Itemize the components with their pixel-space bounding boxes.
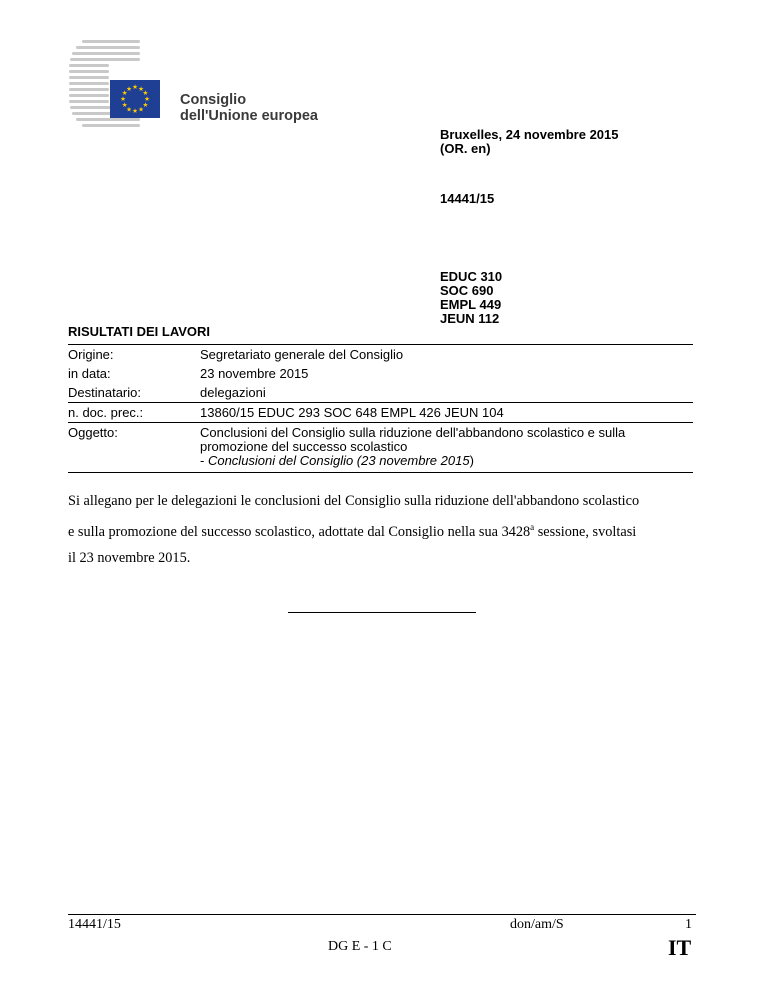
place-date: Bruxelles, 24 novembre 2015 <box>440 127 619 142</box>
document-number: 14441/15 <box>440 191 495 206</box>
separator-line <box>288 612 476 613</box>
body-line-2-end: sessione, svoltasi <box>534 523 637 540</box>
footer-language-code: IT <box>668 935 692 960</box>
eu-star-icon: ★ <box>132 107 138 116</box>
body-paragraph <box>68 488 698 571</box>
subject-value <box>200 426 693 468</box>
results-title: RISULTATI DEI LAVORI <box>68 324 211 339</box>
eu-star-icon: ★ <box>132 83 138 92</box>
body-line-2 <box>68 514 698 545</box>
code-1: EDUC 310 <box>440 269 503 284</box>
document-header <box>440 128 619 326</box>
subject-close-paren: ) <box>469 453 474 468</box>
footer-reference: don/am/S <box>510 917 564 932</box>
body-line-2-text: e sulla promozione del successo scolastico, adottate dal Consiglio nella sua 3428 <box>68 523 531 540</box>
eu-star-icon: ★ <box>144 95 150 104</box>
footer-department: DG E - 1 C <box>328 939 392 954</box>
organization-name <box>180 92 318 124</box>
body-line-1: Si allegano per le delegazioni le conclusioni del Consiglio sulla riduzione dell'abbandono scolastico <box>68 493 640 509</box>
eu-star-icon: ★ <box>126 84 132 93</box>
subject-line-2: promozione del successo scolastico <box>200 439 408 454</box>
subject-dash: - <box>200 453 208 468</box>
meta-row-origin <box>68 345 693 364</box>
code-3: EMPL 449 <box>440 297 502 312</box>
meta-row-date <box>68 364 693 383</box>
meta-label: Destinatario: <box>68 385 141 400</box>
org-line-1: Consiglio <box>180 92 247 108</box>
meta-label: n. doc. prec.: <box>68 405 144 420</box>
eu-star-icon: ★ <box>120 95 126 104</box>
footer-rule <box>68 914 696 915</box>
subject-italic: Conclusioni del Consiglio (23 novembre 2015 <box>207 453 470 468</box>
eu-star-icon: ★ <box>121 101 128 110</box>
code-4: JEUN 112 <box>440 311 500 326</box>
code-2: SOC 690 <box>440 283 494 298</box>
eu-star-icon: ★ <box>126 105 132 114</box>
subject-line-1: Conclusioni del Consiglio sulla riduzione dell'abbandono scolastico e sulla <box>200 425 626 440</box>
eu-star-icon: ★ <box>142 101 149 110</box>
footer-page-number: 1 <box>685 917 692 932</box>
meta-value: 23 novembre 2015 <box>200 366 309 381</box>
metadata-table <box>68 344 693 473</box>
subject-line-3 <box>200 454 693 468</box>
council-logo <box>68 38 178 128</box>
meta-label: in data: <box>68 366 111 381</box>
meta-label: Oggetto: <box>68 425 118 440</box>
eu-star-icon: ★ <box>138 84 144 93</box>
meta-value: delegazioni <box>200 385 266 400</box>
meta-value: 13860/15 EDUC 293 SOC 648 EMPL 426 JEUN 104 <box>200 405 504 420</box>
eu-star-icon: ★ <box>121 89 128 98</box>
body-line-3: il 23 novembre 2015. <box>68 549 191 566</box>
meta-row-prev-doc <box>68 402 693 422</box>
org-line-2: dell'Unione europea <box>180 108 318 124</box>
meta-label: Origine: <box>68 347 114 362</box>
session-superscript: a <box>530 522 535 532</box>
meta-value: Segretariato generale del Consiglio <box>200 347 404 362</box>
eu-star-icon: ★ <box>142 89 149 98</box>
eu-star-icon: ★ <box>138 105 144 114</box>
meta-row-subject <box>68 422 693 472</box>
original-language: (OR. en) <box>440 141 491 156</box>
meta-row-recipient <box>68 383 693 402</box>
footer-doc-number: 14441/15 <box>68 917 121 932</box>
